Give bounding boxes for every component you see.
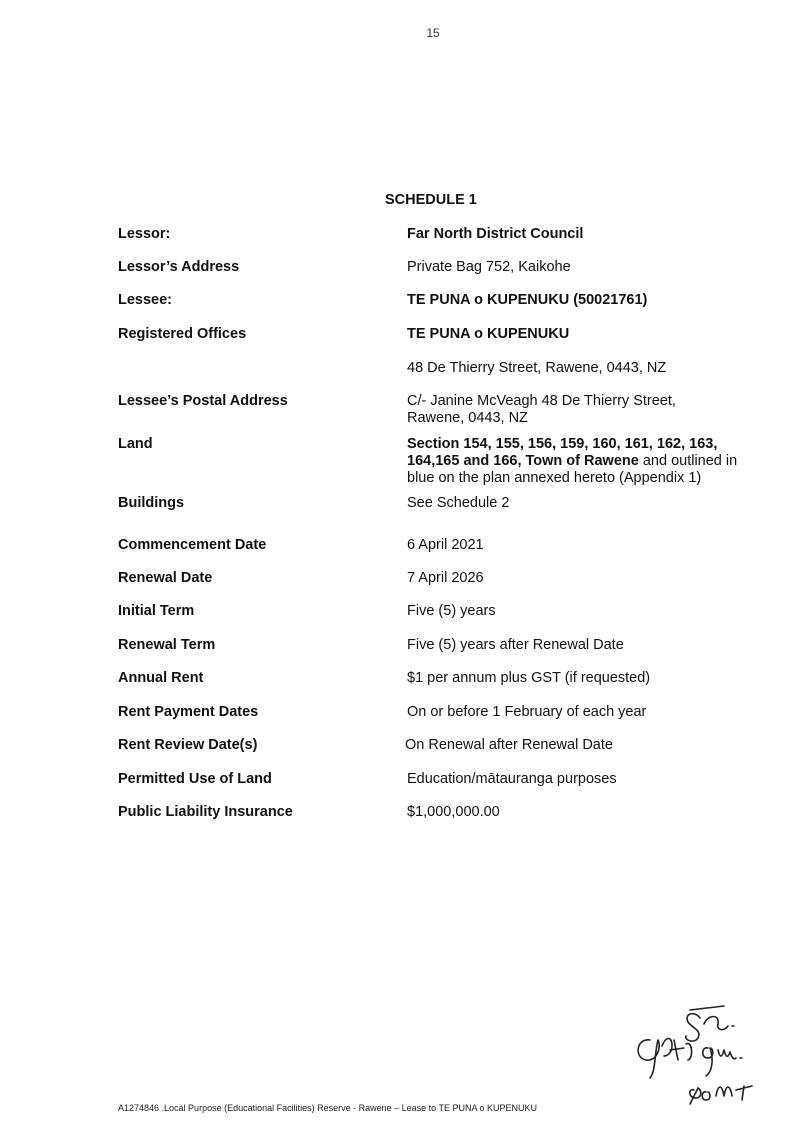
row-value: 48 De Thierry Street, Rawene, 0443, NZ [407, 360, 667, 376]
row-label: Land [118, 436, 153, 452]
row-value: Education/mātauranga purposes [407, 771, 617, 787]
schedule-heading: SCHEDULE 1 [385, 192, 477, 208]
handwritten-initials [628, 1000, 768, 1120]
row-value [407, 436, 767, 487]
row-value: Five (5) years after Renewal Date [407, 637, 624, 653]
page-number: 15 [426, 26, 440, 40]
row-label: Initial Term [118, 603, 195, 619]
row-value: $1,000,000.00 [407, 804, 500, 820]
row-label: Renewal Date [118, 570, 213, 586]
row-label: Permitted Use of Land [118, 771, 272, 787]
document-footer: A1274846 .Local Purpose (Educational Facilities) Reserve - Rawene – Lease to TE PUNA o KUPENUKU [118, 1103, 538, 1113]
row-value: Five (5) years [407, 603, 496, 619]
row-value: See Schedule 2 [407, 495, 510, 511]
row-label: Lessee’s Postal Address [118, 393, 288, 409]
row-label: Commencement Date [118, 537, 267, 553]
row-value: On or before 1 February of each year [407, 704, 647, 720]
row-value: 6 April 2021 [407, 537, 484, 553]
row-value: Far North District Council [407, 226, 584, 242]
row-value: C/- Janine McVeagh 48 De Thierry Street, Rawene, 0443, NZ [407, 393, 676, 426]
row-value: TE PUNA o KUPENUKU [407, 326, 570, 342]
row-value: TE PUNA o KUPENUKU (50021761) [407, 292, 648, 308]
row-value: Private Bag 752, Kaikohe [407, 259, 571, 275]
land-plan-note: and outlined in blue on the plan annexed hereto (Appendix 1) [407, 453, 738, 486]
row-label: Public Liability Insurance [118, 804, 293, 820]
land-legal-description: Section 154, 155, 156, 159, 160, 161, 162, 163, 164,165 and 166, Town of Rawene [407, 436, 718, 469]
row-label: Lessee: [118, 292, 173, 308]
row-label: Buildings [118, 495, 185, 511]
row-label: Registered Offices [118, 326, 247, 342]
row-label: Lessor: [118, 226, 171, 242]
row-label: Rent Payment Dates [118, 704, 259, 720]
row-value: 7 April 2026 [407, 570, 484, 586]
row-value: On Renewal after Renewal Date [405, 737, 613, 753]
row-label: Lessor’s Address [118, 259, 240, 275]
row-value: $1 per annum plus GST (if requested) [407, 670, 651, 686]
row-label: Renewal Term [118, 637, 216, 653]
row-label: Rent Review Date(s) [118, 737, 258, 753]
row-label: Annual Rent [118, 670, 204, 686]
